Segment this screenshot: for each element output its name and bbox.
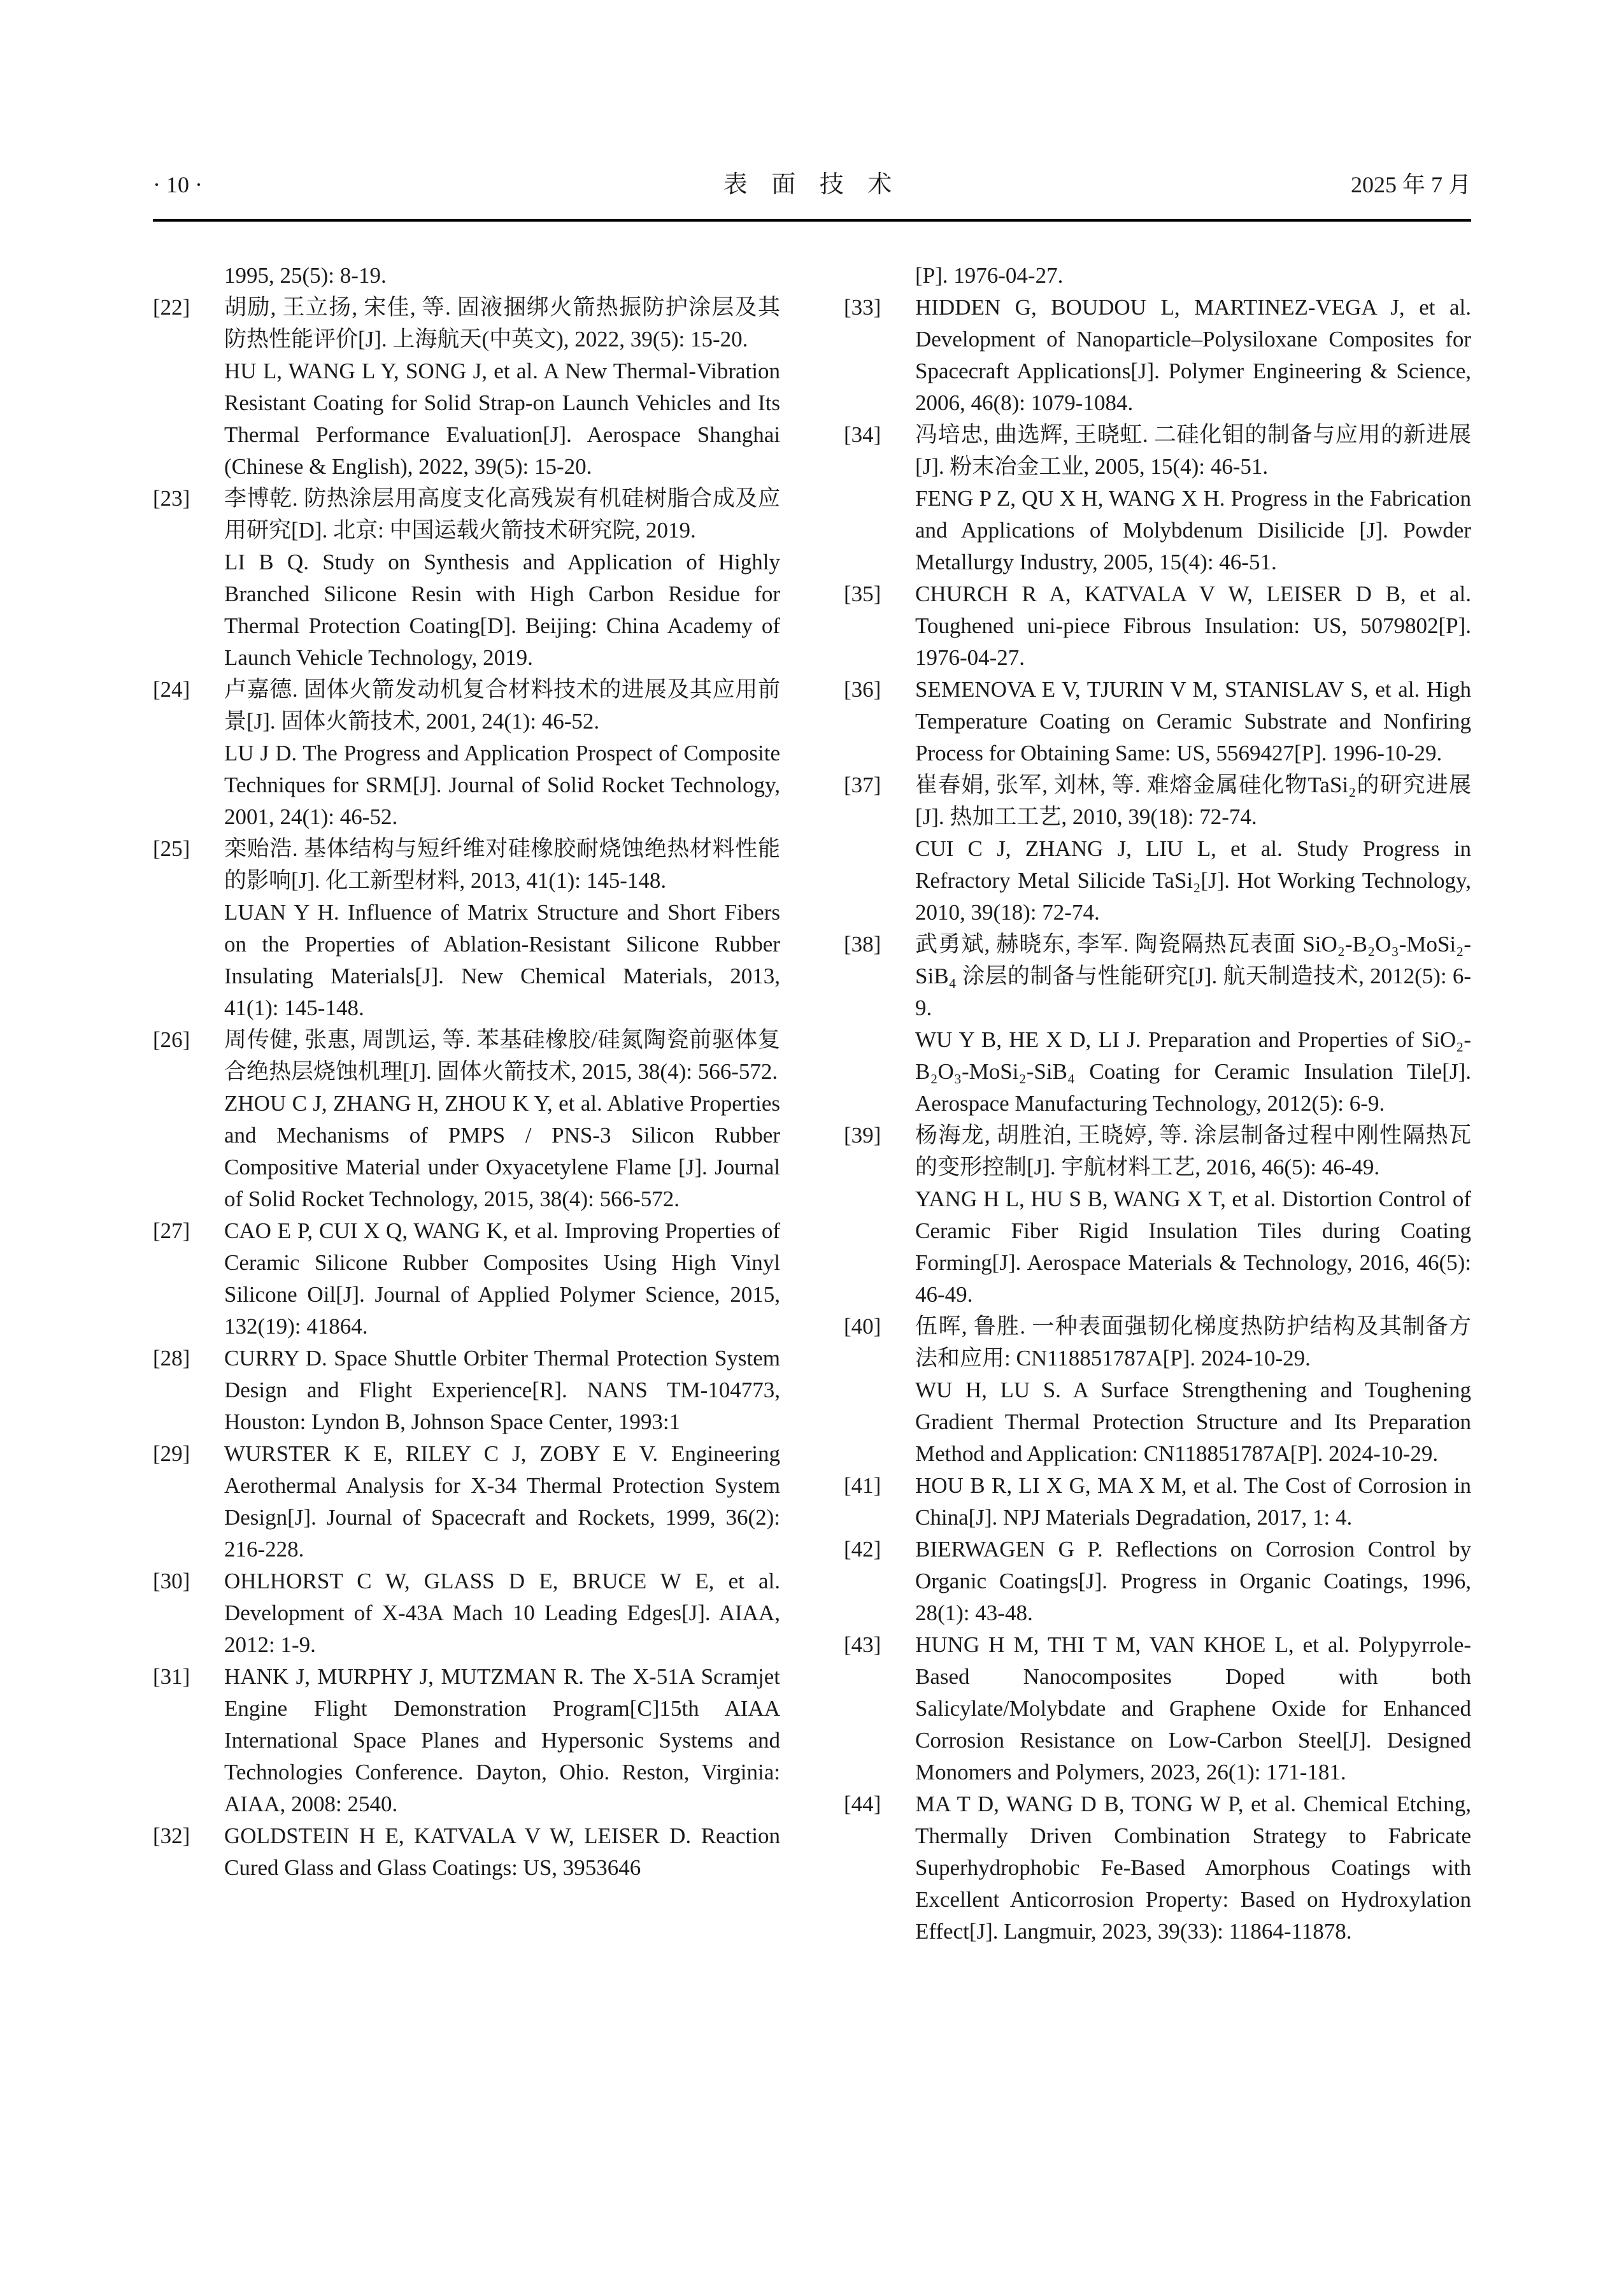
reference-number: [24] <box>153 677 190 702</box>
reference-text <box>915 1534 1471 1629</box>
reference-text <box>915 292 1471 419</box>
reference-paragraph: ZHOU C J, ZHANG H, ZHOU K Y, et al. Ablative Properties and Mechanisms of PMPS / PNS-3 Silicon Rubber Compositive Material under Oxyacetylene Flame [J]. Journal of Solid Rocket Technology, 2015, 38(4): 566-572. <box>224 1091 780 1211</box>
reference-paragraph: 崔春娟, 张军, 刘林, 等. 难熔金属硅化物TaSi₂的研究进展[J]. 热加工工艺, 2010, 39(18): 72-74. <box>915 773 1471 829</box>
issue-date: 2025 年 7 月 <box>1350 172 1471 197</box>
reference-number: [32] <box>153 1823 190 1848</box>
reference-paragraph: LI B Q. Study on Synthesis and Application of Highly Branched Silicone Resin with High Carbon Residue for Thermal Protection Coating[D]. Beijing: China Academy of Launch Vehicle Technology, 2019. <box>224 550 780 670</box>
reference-paragraph: [P]. 1976-04-27. <box>915 263 1064 288</box>
reference-number: [37] <box>844 773 881 797</box>
reference-entry <box>844 260 1471 292</box>
reference-text <box>915 1470 1471 1534</box>
reference-text <box>915 1311 1471 1470</box>
reference-number: [36] <box>844 677 881 702</box>
reference-text <box>915 1629 1471 1788</box>
reference-paragraph: LU J D. The Progress and Application Prospect of Composite Techniques for SRM[J]. Journal of Solid Rocket Technology, 2001, 24(1): 46-52. <box>224 741 780 829</box>
reference-entry <box>153 1215 780 1343</box>
reference-paragraph: FENG P Z, QU X H, WANG X H. Progress in the Fabrication and Applications of Molybdenum Disilicide [J]. Powder Metallurgy Industry, 2005, 15(4): 46-51. <box>915 486 1471 574</box>
reference-number: [29] <box>153 1441 190 1466</box>
reference-number: [43] <box>844 1632 881 1657</box>
reference-paragraph: MA T D, WANG D B, TONG W P, et al. Chemical Etching, Thermally Driven Combination Strategy to Fabricate Superhydrophobic Fe-Based Amorphous Coatings with Excellent Anticorrosion Property: Based on Hydroxylation Effect[J]. Langmuir, 2023, 39(33): 11864-11878. <box>915 1792 1471 1944</box>
reference-number: [23] <box>153 486 190 511</box>
reference-text <box>224 483 780 674</box>
reference-entry <box>844 1470 1471 1534</box>
reference-text <box>915 769 1471 929</box>
reference-paragraph: HU L, WANG L Y, SONG J, et al. A New Thermal-Vibration Resistant Coating for Solid Strap-on Launch Vehicles and Its Thermal Performance Evaluation[J]. Aerospace Shanghai (Chinese & English), 2022, 39(5): 15-20. <box>224 359 780 479</box>
reference-paragraph: BIERWAGEN G P. Reflections on Corrosion Control by Organic Coatings[J]. Progress in Organic Coatings, 1996, 28(1): 43-48. <box>915 1537 1471 1625</box>
reference-text <box>224 833 780 1024</box>
reference-paragraph: GOLDSTEIN H E, KATVALA V W, LEISER D. Reaction Cured Glass and Glass Coatings: US, 3953646 <box>224 1823 780 1880</box>
reference-text <box>915 419 1471 578</box>
reference-entry <box>153 1565 780 1661</box>
reference-paragraph: 杨海龙, 胡胜泊, 王晓婷, 等. 涂层制备过程中刚性隔热瓦的变形控制[J]. 宇航材料工艺, 2016, 46(5): 46-49. <box>915 1123 1471 1179</box>
reference-entry <box>153 1820 780 1884</box>
reference-entry <box>844 419 1471 578</box>
reference-text <box>915 1788 1471 1948</box>
reference-number: [27] <box>153 1218 190 1243</box>
reference-number: [39] <box>844 1123 881 1148</box>
reference-entry <box>153 1024 780 1215</box>
reference-paragraph: 卢嘉德. 固体火箭发动机复合材料技术的进展及其应用前景[J]. 固体火箭技术, 2001, 24(1): 46-52. <box>224 677 780 734</box>
references-section <box>153 260 1471 1948</box>
references-column-right <box>844 260 1471 1948</box>
reference-paragraph: HIDDEN G, BOUDOU L, MARTINEZ-VEGA J, et al. Development of Nanoparticle–Polysiloxane Composites for Spacecraft Applications[J]. Polymer Engineering & Science, 2006, 46(8): 1079-1084. <box>915 295 1471 415</box>
reference-entry <box>844 1534 1471 1629</box>
reference-number: [25] <box>153 836 190 861</box>
reference-paragraph: 1995, 25(5): 8-19. <box>224 263 387 288</box>
reference-paragraph: YANG H L, HU S B, WANG X T, et al. Distortion Control of Ceramic Fiber Rigid Insulation Tiles during Coating Forming[J]. Aerospace Materials & Technology, 2016, 46(5): 46-49. <box>915 1186 1471 1307</box>
reference-entry <box>153 833 780 1024</box>
reference-text <box>915 260 1471 292</box>
reference-entry <box>844 1629 1471 1788</box>
reference-number: [42] <box>844 1537 881 1562</box>
reference-entry <box>844 769 1471 929</box>
reference-text <box>224 1565 780 1661</box>
reference-text <box>224 1661 780 1820</box>
reference-entry <box>844 1311 1471 1470</box>
reference-paragraph: CURRY D. Space Shuttle Orbiter Thermal Protection System Design and Flight Experience[R]. NANS TM-104773, Houston: Lyndon B, Johnson Space Center, 1993:1 <box>224 1346 780 1434</box>
reference-paragraph: HUNG H M, THI T M, VAN KHOE L, et al. Polypyrrole-Based Nanocomposites Doped with both Salicylate/Molybdate and Graphene Oxide for Enhanced Corrosion Resistance on Low-Carbon Steel[J]. Designed Monomers and Polymers, 2023, 26(1): 171-181. <box>915 1632 1471 1785</box>
page-header <box>153 171 1471 199</box>
reference-number: [26] <box>153 1027 190 1052</box>
page-number: · 10 · <box>153 172 203 197</box>
reference-paragraph: CAO E P, CUI X Q, WANG K, et al. Improving Properties of Ceramic Silicone Rubber Composites Using High Vinyl Silicone Oil[J]. Journal of Applied Polymer Science, 2015, 132(19): 41864. <box>224 1218 780 1339</box>
reference-text <box>915 1120 1471 1311</box>
reference-paragraph: LUAN Y H. Influence of Matrix Structure and Short Fibers on the Properties of Ablation-Resistant Silicone Rubber Insulating Materials[J]. New Chemical Materials, 2013, 41(1): 145-148. <box>224 900 780 1020</box>
reference-paragraph: WU H, LU S. A Surface Strengthening and Toughening Gradient Thermal Protection Structure and Its Preparation Method and Application: CN118851787A[P]. 2024-10-29. <box>915 1378 1471 1466</box>
reference-number: [41] <box>844 1473 881 1498</box>
reference-paragraph: WU Y B, HE X D, LI J. Preparation and Properties of SiO₂-B₂O₃-MoSi₂-SiB₄ Coating for Ceramic Insulation Tile[J]. Aerospace Manufacturing Technology, 2012(5): 6-9. <box>915 1027 1471 1116</box>
reference-text <box>224 292 780 483</box>
reference-paragraph: 胡励, 王立扬, 宋佳, 等. 固液捆绑火箭热振防护涂层及其防热性能评价[J]. 上海航天(中英文), 2022, 39(5): 15-20. <box>224 295 780 352</box>
reference-entry <box>844 1788 1471 1948</box>
reference-text <box>224 1215 780 1343</box>
reference-paragraph: 冯培忠, 曲选辉, 王晓虹. 二硅化钼的制备与应用的新进展[J]. 粉末冶金工业, 2005, 15(4): 46-51. <box>915 422 1471 479</box>
reference-text <box>915 578 1471 674</box>
reference-text <box>224 260 780 292</box>
reference-entry <box>153 260 780 292</box>
reference-entry <box>844 292 1471 419</box>
reference-number: [35] <box>844 581 881 606</box>
reference-paragraph: HANK J, MURPHY J, MUTZMAN R. The X-51A Scramjet Engine Flight Demonstration Program[C]15th AIAA International Space Planes and Hypersonic Systems and Technologies Conference. Dayton, Ohio. Reston, Virginia: AIAA, 2008: 2540. <box>224 1664 780 1816</box>
reference-entry <box>844 674 1471 769</box>
reference-text <box>224 674 780 833</box>
header-rule <box>153 219 1471 222</box>
reference-text <box>915 674 1471 769</box>
reference-number: [38] <box>844 932 881 957</box>
references-column-left <box>153 260 780 1948</box>
reference-paragraph: 李博乾. 防热涂层用高度支化高残炭有机硅树脂合成及应用研究[D]. 北京: 中国运载火箭技术研究院, 2019. <box>224 486 780 543</box>
reference-entry <box>844 929 1471 1120</box>
reference-entry <box>153 292 780 483</box>
reference-entry <box>844 578 1471 674</box>
reference-paragraph: CHURCH R A, KATVALA V W, LEISER D B, et al. Toughened uni-piece Fibrous Insulation: US, 5079802[P]. 1976-04-27. <box>915 581 1471 670</box>
reference-text <box>224 1820 780 1884</box>
reference-number: [44] <box>844 1792 881 1816</box>
reference-text <box>224 1343 780 1438</box>
reference-paragraph: WURSTER K E, RILEY C J, ZOBY E V. Engineering Aerothermal Analysis for X-34 Thermal Protection System Design[J]. Journal of Spacecraft and Rockets, 1999, 36(2): 216-228. <box>224 1441 780 1562</box>
reference-entry <box>153 1343 780 1438</box>
reference-entry <box>153 674 780 833</box>
reference-number: [22] <box>153 295 190 320</box>
reference-text <box>224 1438 780 1565</box>
reference-number: [33] <box>844 295 881 320</box>
reference-paragraph: 周传健, 张惠, 周凯运, 等. 苯基硅橡胶/硅氮陶瓷前驱体复合绝热层烧蚀机理[J]. 固体火箭技术, 2015, 38(4): 566-572. <box>224 1027 780 1084</box>
reference-entry <box>153 483 780 674</box>
reference-text <box>915 929 1471 1120</box>
reference-paragraph: HOU B R, LI X G, MA X M, et al. The Cost of Corrosion in China[J]. NPJ Materials Degradation, 2017, 1: 4. <box>915 1473 1471 1530</box>
reference-number: [40] <box>844 1314 881 1339</box>
journal-title: 表 面 技 术 <box>723 171 901 198</box>
reference-entry <box>153 1661 780 1820</box>
reference-number: [31] <box>153 1664 190 1689</box>
reference-paragraph: CUI C J, ZHANG J, LIU L, et al. Study Progress in Refractory Metal Silicide TaSi₂[J]. Hot Working Technology, 2010, 39(18): 72-74. <box>915 836 1471 925</box>
reference-paragraph: 伍晖, 鲁胜. 一种表面强韧化梯度热防护结构及其制备方法和应用: CN118851787A[P]. 2024-10-29. <box>915 1314 1471 1371</box>
reference-number: [30] <box>153 1569 190 1593</box>
reference-text <box>224 1024 780 1215</box>
reference-number: [28] <box>153 1346 190 1371</box>
reference-number: [34] <box>844 422 881 447</box>
reference-entry <box>844 1120 1471 1311</box>
reference-paragraph: 栾贻浩. 基体结构与短纤维对硅橡胶耐烧蚀绝热材料性能的影响[J]. 化工新型材料, 2013, 41(1): 145-148. <box>224 836 780 893</box>
reference-paragraph: SEMENOVA E V, TJURIN V M, STANISLAV S, et al. High Temperature Coating on Ceramic Substrate and Nonfiring Process for Obtaining Same: US, 5569427[P]. 1996-10-29. <box>915 677 1471 766</box>
reference-paragraph: OHLHORST C W, GLASS D E, BRUCE W E, et al. Development of X-43A Mach 10 Leading Edges[J]. AIAA, 2012: 1-9. <box>224 1569 780 1657</box>
reference-entry <box>153 1438 780 1565</box>
reference-paragraph: 武勇斌, 赫晓东, 李军. 陶瓷隔热瓦表面 SiO₂-B₂O₃-MoSi₂-SiB₄ 涂层的制备与性能研究[J]. 航天制造技术, 2012(5): 6-9. <box>915 932 1471 1020</box>
